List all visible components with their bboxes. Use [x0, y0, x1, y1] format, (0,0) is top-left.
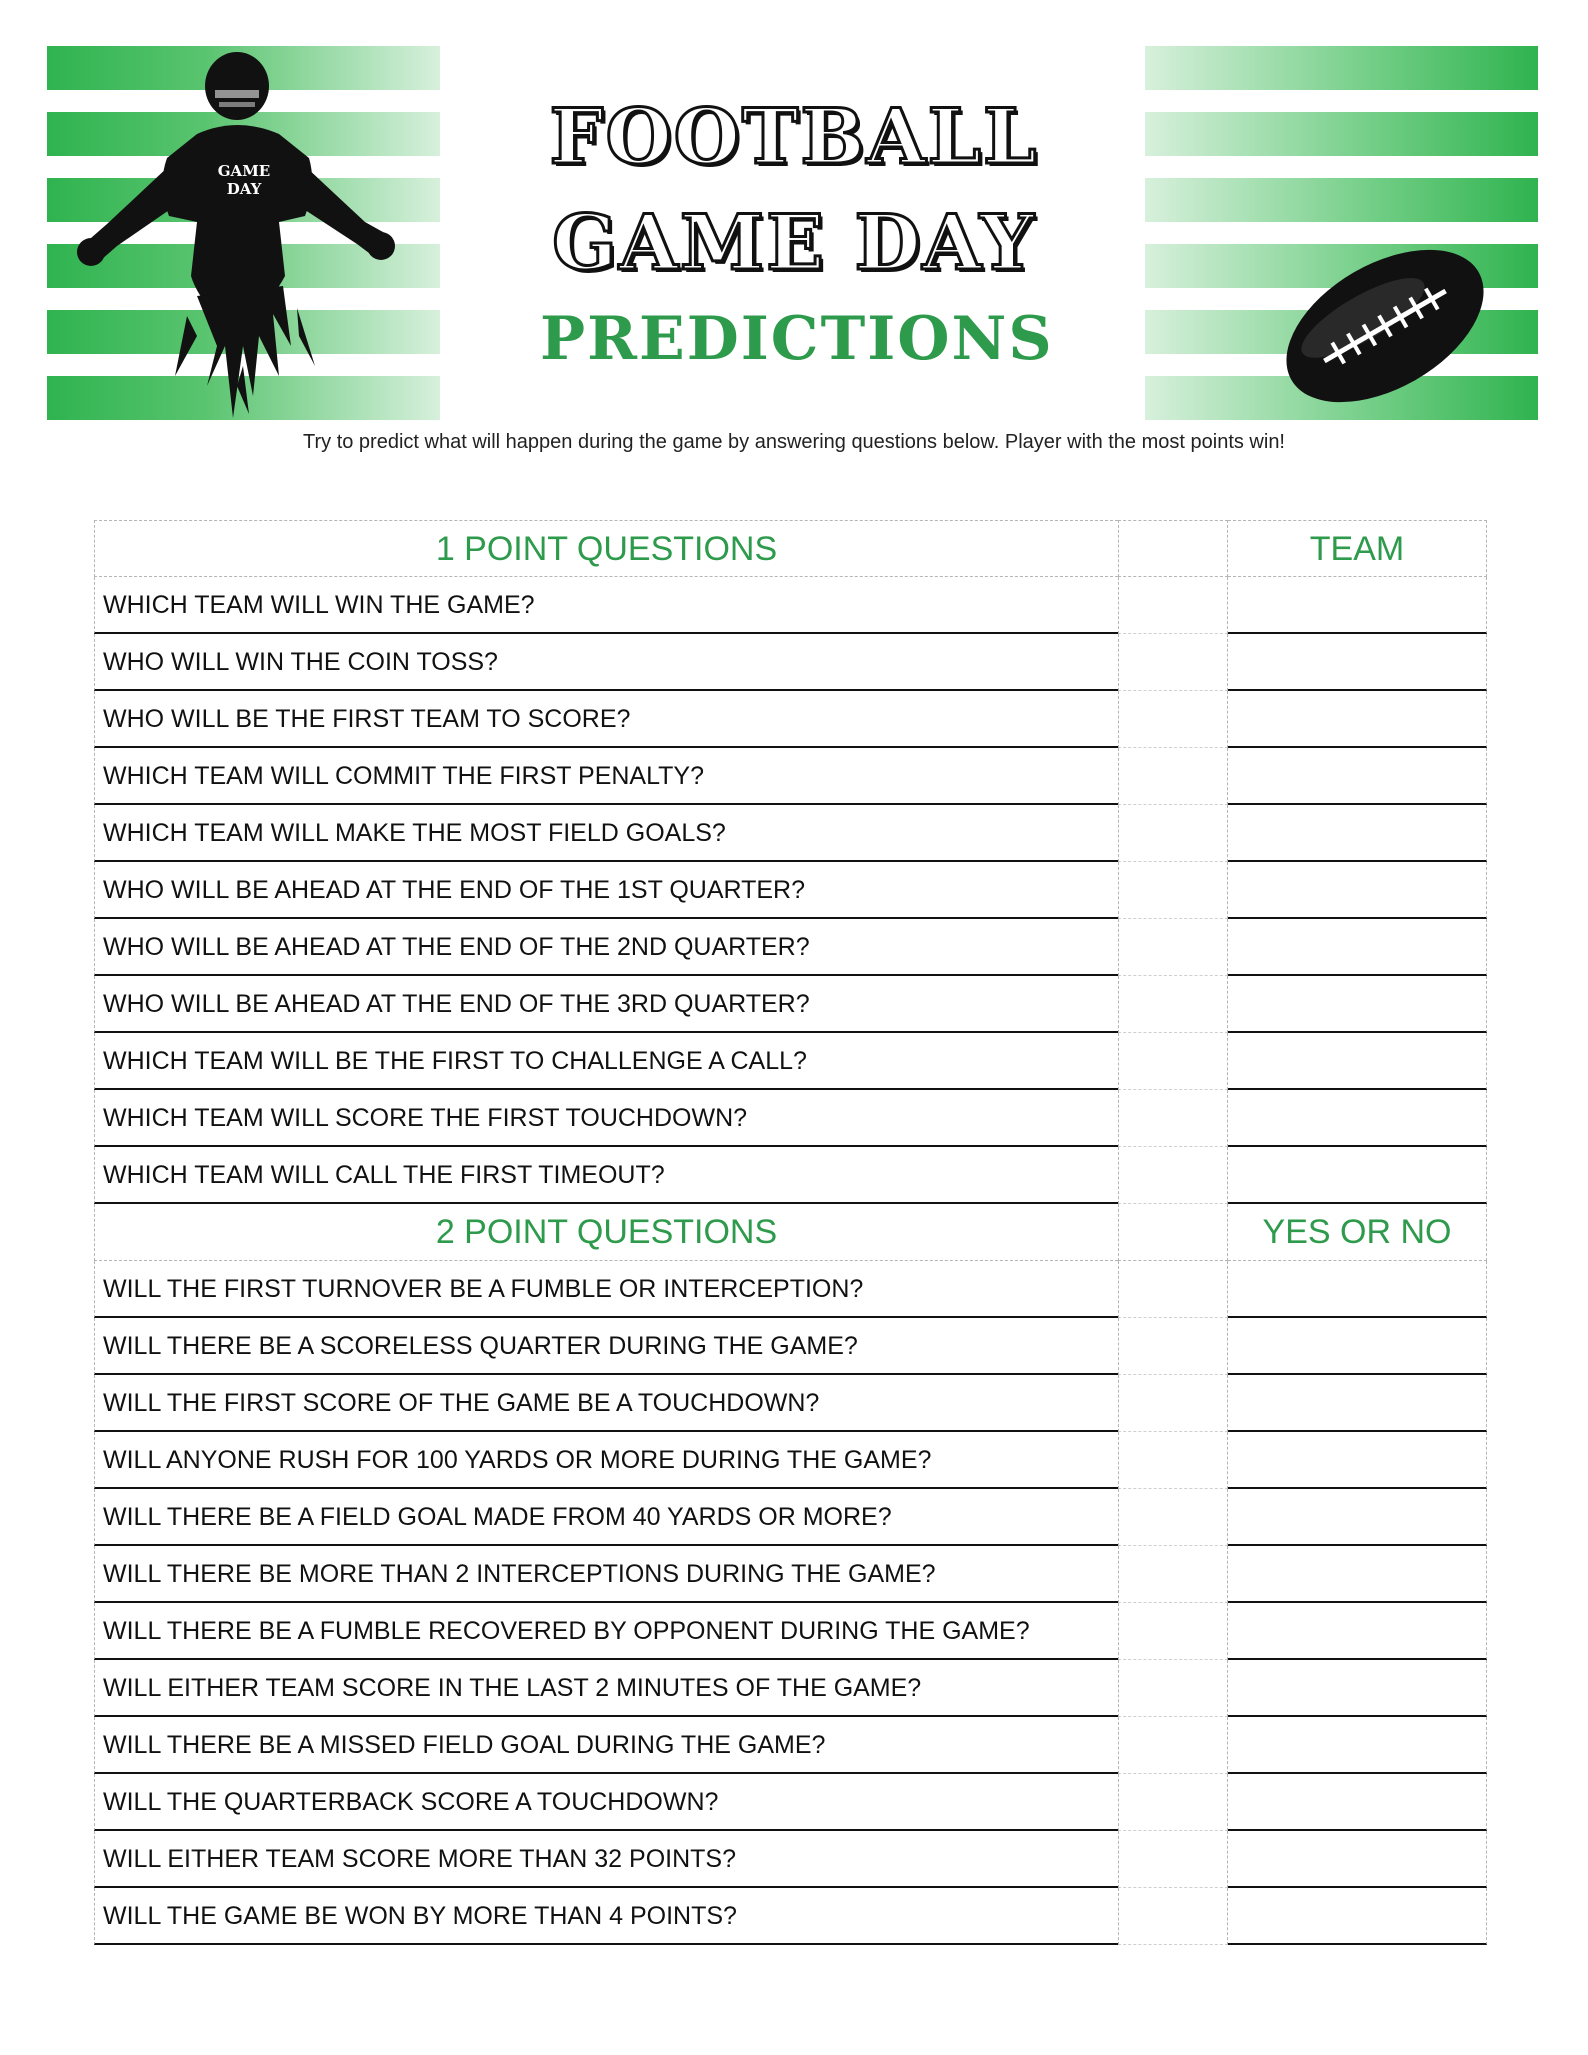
question-text: WHO WILL BE AHEAD AT THE END OF THE 2ND QUARTER? — [103, 933, 810, 961]
question-text: WILL EITHER TEAM SCORE IN THE LAST 2 MINUTES OF THE GAME? — [103, 1674, 922, 1702]
question-row — [94, 1147, 1487, 1204]
points-cell — [1118, 1261, 1228, 1318]
answer-field[interactable] — [1228, 634, 1487, 691]
answer-column-header: TEAM — [1309, 530, 1405, 568]
answer-field[interactable] — [1228, 577, 1487, 634]
answer-column-header: YES OR NO — [1262, 1213, 1452, 1251]
title-game-day: GAME DAY — [552, 198, 1036, 287]
answer-field[interactable] — [1228, 1831, 1487, 1888]
question-text: WHO WILL BE AHEAD AT THE END OF THE 1ST QUARTER? — [103, 876, 806, 904]
question-row — [94, 1774, 1487, 1831]
answer-field[interactable] — [1228, 976, 1487, 1033]
question-row — [94, 1090, 1487, 1147]
question-row — [94, 1717, 1487, 1774]
points-cell — [1118, 634, 1228, 691]
section-header-2-point — [94, 1204, 1487, 1261]
answer-field[interactable] — [1228, 1261, 1487, 1318]
question-text: WILL THERE BE A FIELD GOAL MADE FROM 40 YARDS OR MORE? — [103, 1503, 892, 1531]
question-row — [94, 1660, 1487, 1717]
question-row — [94, 1489, 1487, 1546]
points-cell — [1118, 1375, 1228, 1432]
question-text: WILL THERE BE A FUMBLE RECOVERED BY OPPONENT DURING THE GAME? — [103, 1617, 1030, 1645]
question-text: WHO WILL WIN THE COIN TOSS? — [103, 648, 498, 676]
points-cell — [1118, 1489, 1228, 1546]
question-row — [94, 1261, 1487, 1318]
football-icon — [1145, 46, 1538, 419]
answer-field[interactable] — [1228, 1660, 1487, 1717]
title-predictions: PREDICTIONS — [540, 304, 1054, 374]
section-title: 1 POINT QUESTIONS — [435, 530, 778, 568]
points-cell — [1118, 1033, 1228, 1090]
answer-field[interactable] — [1228, 1888, 1487, 1945]
question-row — [94, 976, 1487, 1033]
answer-field[interactable] — [1228, 1774, 1487, 1831]
question-row — [94, 634, 1487, 691]
question-row — [94, 1375, 1487, 1432]
answer-field[interactable] — [1228, 1318, 1487, 1375]
answer-field[interactable] — [1228, 862, 1487, 919]
title-football: FOOTBALL — [549, 92, 1039, 181]
points-cell — [1118, 1717, 1228, 1774]
answer-field[interactable] — [1228, 1090, 1487, 1147]
question-text: WHICH TEAM WILL SCORE THE FIRST TOUCHDOWN? — [103, 1104, 748, 1132]
player-jersey-text: GAME DAY — [217, 162, 271, 198]
answer-field[interactable] — [1228, 1033, 1487, 1090]
answer-field[interactable] — [1228, 919, 1487, 976]
points-cell — [1118, 748, 1228, 805]
answer-field[interactable] — [1228, 1546, 1487, 1603]
question-text: WHO WILL BE THE FIRST TEAM TO SCORE? — [103, 705, 631, 733]
points-cell — [1118, 1603, 1228, 1660]
answer-field[interactable] — [1228, 1603, 1487, 1660]
football-player-icon — [47, 46, 440, 419]
points-cell — [1118, 919, 1228, 976]
section-title: 2 POINT QUESTIONS — [435, 1213, 778, 1251]
question-row — [94, 1318, 1487, 1375]
question-text: WHICH TEAM WILL CALL THE FIRST TIMEOUT? — [103, 1161, 665, 1189]
answer-field[interactable] — [1228, 1432, 1487, 1489]
question-text: WILL THE QUARTERBACK SCORE A TOUCHDOWN? — [103, 1788, 719, 1816]
question-text: WHICH TEAM WILL WIN THE GAME? — [103, 591, 535, 619]
question-row — [94, 862, 1487, 919]
points-cell — [1118, 976, 1228, 1033]
points-cell — [1118, 1432, 1228, 1489]
points-cell — [1118, 691, 1228, 748]
question-text: WHICH TEAM WILL MAKE THE MOST FIELD GOALS? — [103, 819, 726, 847]
instructions-text: Try to predict what will happen during the game by answering questions below. Player with the most points win! — [303, 431, 1285, 453]
question-text: WHICH TEAM WILL BE THE FIRST TO CHALLENGE A CALL? — [103, 1047, 807, 1075]
answer-field[interactable] — [1228, 1717, 1487, 1774]
points-cell — [1118, 1660, 1228, 1717]
points-cell — [1118, 577, 1228, 634]
answer-field[interactable] — [1228, 1489, 1487, 1546]
answer-field[interactable] — [1228, 1375, 1487, 1432]
question-row — [94, 577, 1487, 634]
question-text: WHO WILL BE AHEAD AT THE END OF THE 3RD QUARTER? — [103, 990, 810, 1018]
points-cell — [1118, 862, 1228, 919]
question-row — [94, 1546, 1487, 1603]
question-text: WILL THERE BE A MISSED FIELD GOAL DURING THE GAME? — [103, 1731, 826, 1759]
points-cell — [1118, 1774, 1228, 1831]
section-header-1-point — [94, 520, 1487, 577]
question-text: WILL THE FIRST TURNOVER BE A FUMBLE OR INTERCEPTION? — [103, 1275, 864, 1303]
question-row — [94, 748, 1487, 805]
question-row — [94, 1033, 1487, 1090]
question-text: WILL ANYONE RUSH FOR 100 YARDS OR MORE DURING THE GAME? — [103, 1446, 932, 1474]
section2-questions — [94, 1261, 1487, 1945]
answer-field[interactable] — [1228, 748, 1487, 805]
points-cell — [1118, 805, 1228, 862]
question-text: WILL THERE BE MORE THAN 2 INTERCEPTIONS DURING THE GAME? — [103, 1560, 936, 1588]
answer-field[interactable] — [1228, 1147, 1487, 1204]
question-row — [94, 1432, 1487, 1489]
points-cell — [1118, 1147, 1228, 1204]
question-text: WILL EITHER TEAM SCORE MORE THAN 32 POINTS? — [103, 1845, 736, 1873]
question-row — [94, 1831, 1487, 1888]
question-text: WILL THERE BE A SCORELESS QUARTER DURING THE GAME? — [103, 1332, 858, 1360]
question-text: WHICH TEAM WILL COMMIT THE FIRST PENALTY? — [103, 762, 705, 790]
points-cell — [1118, 1831, 1228, 1888]
points-cell — [1118, 1888, 1228, 1945]
answer-field[interactable] — [1228, 691, 1487, 748]
question-row — [94, 805, 1487, 862]
left-stripe-banner — [47, 46, 440, 419]
points-cell — [1118, 1546, 1228, 1603]
question-row — [94, 691, 1487, 748]
question-text: WILL THE GAME BE WON BY MORE THAN 4 POINTS? — [103, 1902, 737, 1930]
question-row — [94, 1603, 1487, 1660]
points-cell — [1118, 1090, 1228, 1147]
right-stripe-banner — [1145, 46, 1538, 419]
section1-questions — [94, 577, 1487, 1204]
points-cell — [1118, 1318, 1228, 1375]
predictions-table — [94, 520, 1487, 1945]
question-text: WILL THE FIRST SCORE OF THE GAME BE A TOUCHDOWN? — [103, 1389, 820, 1417]
answer-field[interactable] — [1228, 805, 1487, 862]
question-row — [94, 1888, 1487, 1945]
question-row — [94, 919, 1487, 976]
